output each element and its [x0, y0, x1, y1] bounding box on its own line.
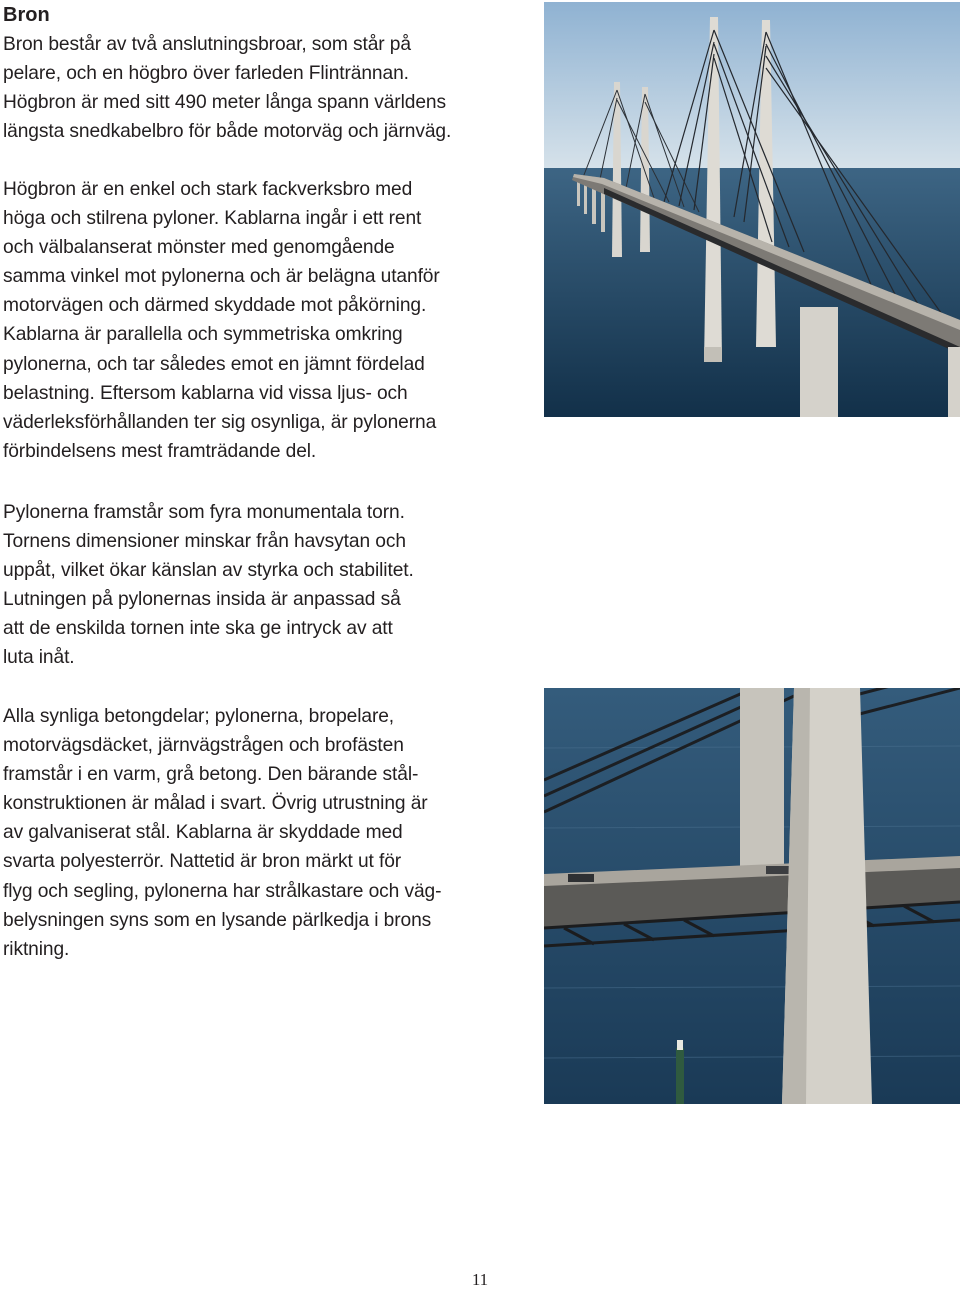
- page-number: 11: [471, 1270, 489, 1289]
- text-line: Lutningen på pylonernas insida är anpassad så: [3, 589, 401, 611]
- paragraph-intro: [3, 30, 451, 146]
- text-line: Pylonerna framstår som fyra monumentala torn.: [3, 502, 405, 523]
- text-line: Kablarna är parallella och symmetriska omkring: [3, 324, 403, 346]
- text-line: luta inåt.: [3, 647, 75, 669]
- text-line: Högbron är en enkel och stark fackverksbro med: [3, 179, 413, 200]
- text-line: konstruktionen är målad i svart. Övrig utrustning är: [3, 793, 428, 815]
- page-heading: Bron: [3, 4, 50, 26]
- text-line: framstår i en varm, grå betong. Den bärande stål-: [3, 764, 419, 786]
- text-line: Högbron är med sitt 490 meter långa spann världens: [3, 92, 446, 114]
- text-line: motorvägen och därmed skyddade mot påkörning.: [3, 295, 427, 317]
- paragraph-design: [3, 175, 440, 466]
- text-line: belysningen syns som en lysande pärlkedja i brons: [3, 909, 432, 931]
- text-line: längsta snedkabelbro för både motorväg och järnväg.: [3, 121, 452, 143]
- text-line: belastning. Eftersom kablarna vid vissa ljus- och: [3, 382, 408, 404]
- text-line: att de enskilda tornen inte ska ge intryck av att: [3, 618, 393, 640]
- text-line: motorvägsdäcket, järnvägstrågen och brofästen: [3, 735, 404, 757]
- text-line: pylonerna, och tar således emot en jämnt fördelad: [3, 353, 425, 375]
- text-line: riktning.: [3, 938, 70, 960]
- text-line: Tornens dimensioner minskar från havsytan och: [3, 531, 406, 553]
- text-line: höga och stilrena pyloner. Kablarna ingår i ett rent: [3, 208, 422, 230]
- text-line: av galvaniserat stål. Kablarna är skyddade med: [3, 822, 403, 844]
- text-line: flyg och segling, pylonerna har strålkastare och väg-: [3, 880, 442, 902]
- paragraph-pylons: [3, 498, 414, 673]
- text-line: uppåt, vilket ökar känslan av styrka och stabilitet.: [3, 560, 414, 582]
- text-line: Alla synliga betongdelar; pylonerna, bropelare,: [3, 706, 395, 727]
- text-line: förbindelsens mest framträdande del.: [3, 440, 317, 462]
- text-line: svarta polyesterrör. Nattetid är bron märkt ut för: [3, 851, 402, 873]
- text-line: pelare, och en högbro över farleden Flintrännan.: [3, 63, 409, 85]
- bridge-overview-photo: [544, 2, 960, 417]
- text-line: och välbalanserat mönster med genomgående: [3, 237, 395, 259]
- text-line: väderleksförhållanden ter sig osynliga, är pylonerna: [3, 411, 437, 433]
- pylon-closeup-photo: [544, 688, 960, 1104]
- paragraph-materials: [3, 702, 441, 964]
- text-line: Bron består av två anslutningsbroar, som står på: [3, 34, 411, 55]
- text-line: samma vinkel mot pylonerna och är belägna utanför: [3, 266, 440, 288]
